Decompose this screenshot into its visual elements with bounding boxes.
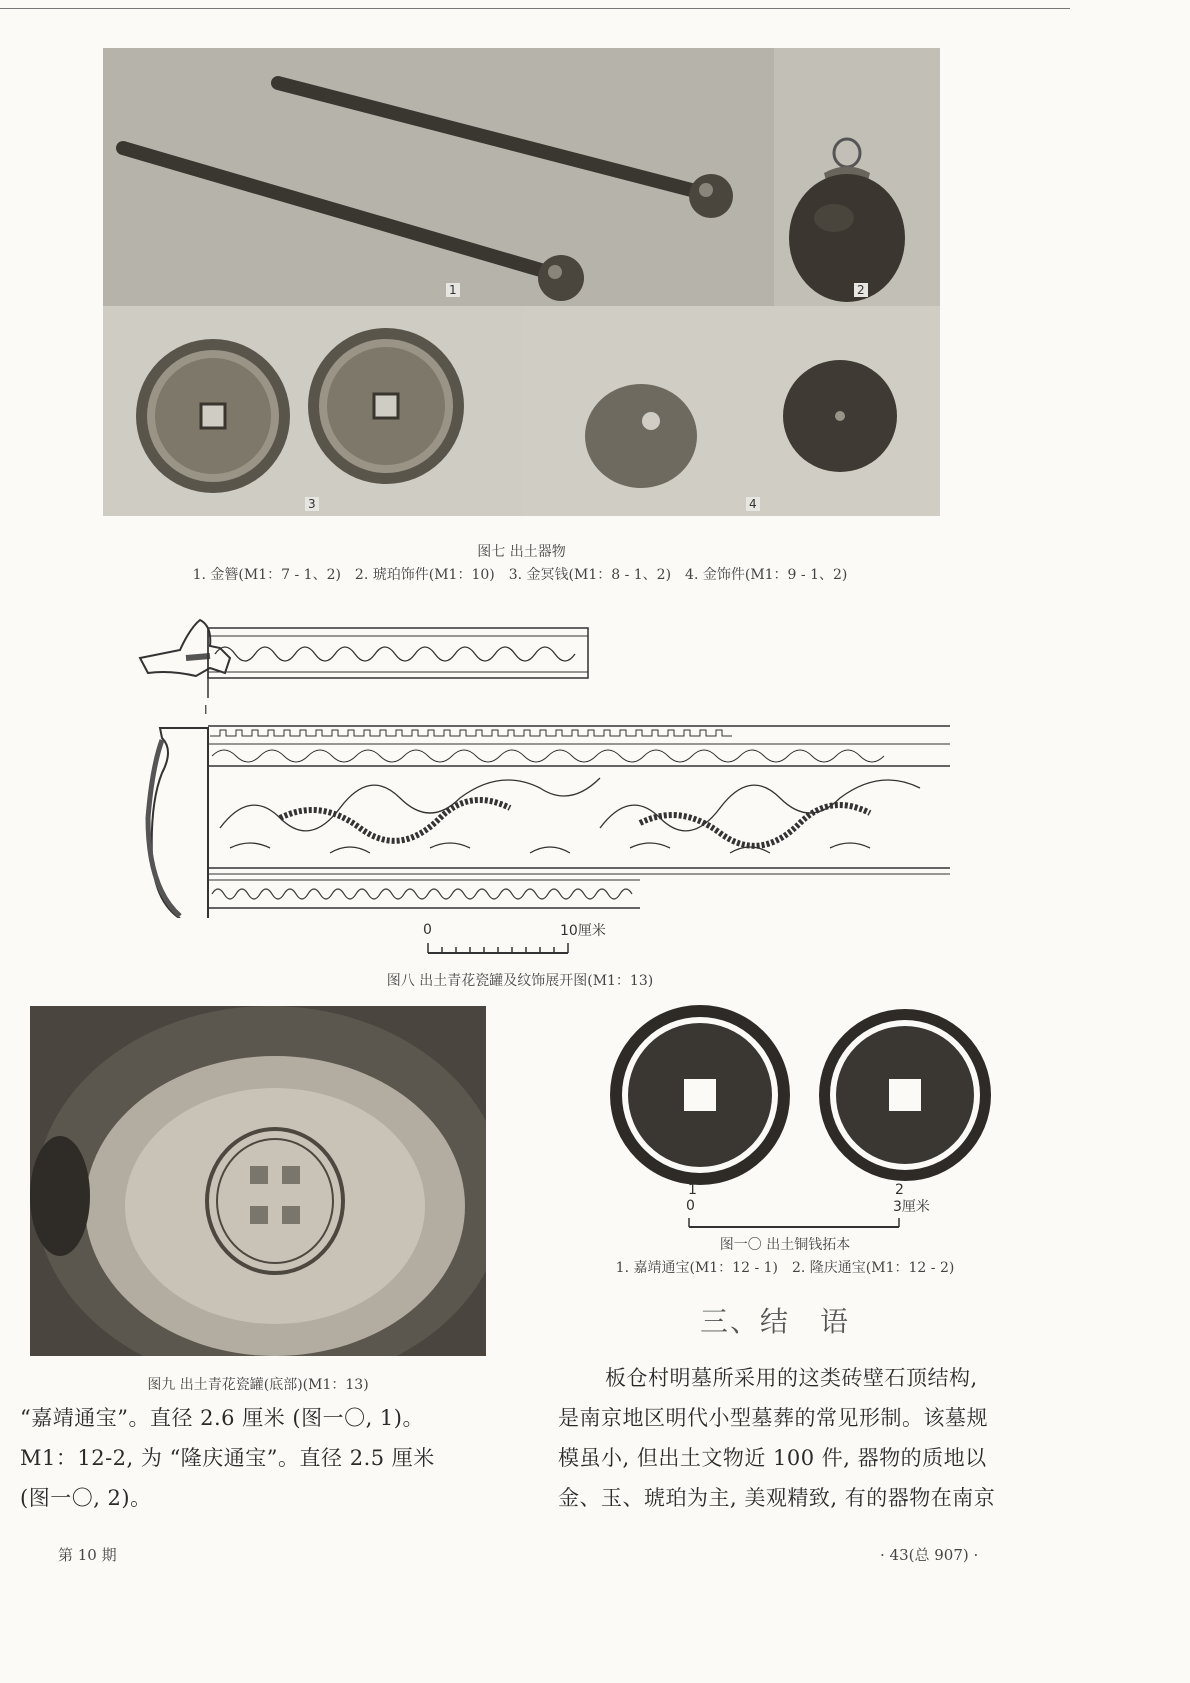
left-text-line: (图一〇, 2)。: [20, 1486, 152, 1510]
jar-base-photo: [30, 1006, 486, 1356]
right-text-line: 金、玉、琥珀为主, 美观精致, 有的器物在南京: [558, 1486, 996, 1510]
fig10-scale-bar-graphic: [688, 1217, 900, 1229]
right-text-line: 是南京地区明代小型墓葬的常见形制。该墓规: [558, 1406, 988, 1430]
footer-page-number: · 43(总 907) ·: [880, 1546, 979, 1564]
fig7-items: 1. 金簪(M1：7 - 1、2) 2. 琥珀饰件(M1：10) 3. 金冥钱(M1：8 - 1、2) 4. 金饰件(M1：9 - 1、2): [192, 567, 848, 583]
fig8-scale-end: 10厘米: [560, 923, 606, 939]
fig7-panel-ornaments: [523, 306, 940, 516]
fig7-label-1: 1: [446, 283, 460, 297]
amber-pendant-photo: [774, 48, 940, 306]
fig10-rubbings: [600, 1000, 1000, 1190]
jar-pattern-drawing: [100, 598, 950, 918]
right-text-line: 板仓村明墓所采用的这类砖壁石顶结构,: [605, 1366, 978, 1390]
fig10-scale-start: 0: [686, 1198, 695, 1214]
right-text-line: 模虽小, 但出土文物近 100 件, 器物的质地以: [558, 1446, 987, 1470]
fig8-scale-start: 0: [423, 922, 432, 938]
fig10-coin-label-1: 1: [688, 1182, 697, 1198]
fig9-photo: [30, 1006, 486, 1356]
fig9-title: 图九 出土青花瓷罐(底部)(M1：13): [147, 1377, 369, 1393]
left-text-line: M1：12-2, 为 “隆庆通宝”。直径 2.5 厘米: [20, 1446, 435, 1470]
fig10-items: 1. 嘉靖通宝(M1：12 - 1) 2. 隆庆通宝(M1：12 - 2): [615, 1260, 955, 1276]
section-marker: I: [204, 703, 208, 717]
coin-rubbings-graphic: [600, 1000, 1000, 1190]
fig7-panel-coins: [103, 306, 523, 516]
top-rule: [0, 8, 1070, 9]
fig8-drawing: [100, 598, 950, 918]
footer-issue: 第 10 期: [58, 1546, 117, 1564]
fig10-scale-end: 3厘米: [893, 1199, 930, 1215]
fig7-label-3: 3: [305, 497, 319, 511]
left-text-line: “嘉靖通宝”。直径 2.6 厘米 (图一〇, 1)。: [20, 1406, 424, 1430]
fig7-panel-amber: [774, 48, 940, 306]
fig10-title: 图一〇 出土铜钱拓本: [719, 1237, 851, 1253]
scale-bar-graphic: [427, 941, 569, 955]
fig7-label-4: 4: [746, 497, 760, 511]
fig8-scale-bar: [427, 940, 569, 959]
section-heading: 三、结 语: [700, 1305, 851, 1338]
fig7-panel-hairpins: [103, 48, 774, 306]
hairpins-photo: [103, 48, 774, 306]
gold-coins-photo: [103, 306, 523, 516]
fig10-coin-label-2: 2: [895, 1182, 904, 1198]
fig8-title: 图八 出土青花瓷罐及纹饰展开图(M1：13): [386, 973, 654, 989]
fig10-scale-bar: [688, 1214, 900, 1233]
gold-ornaments-photo: [523, 306, 940, 516]
fig7-label-2: 2: [854, 283, 868, 297]
fig7-title: 图七 出土器物: [477, 544, 566, 560]
